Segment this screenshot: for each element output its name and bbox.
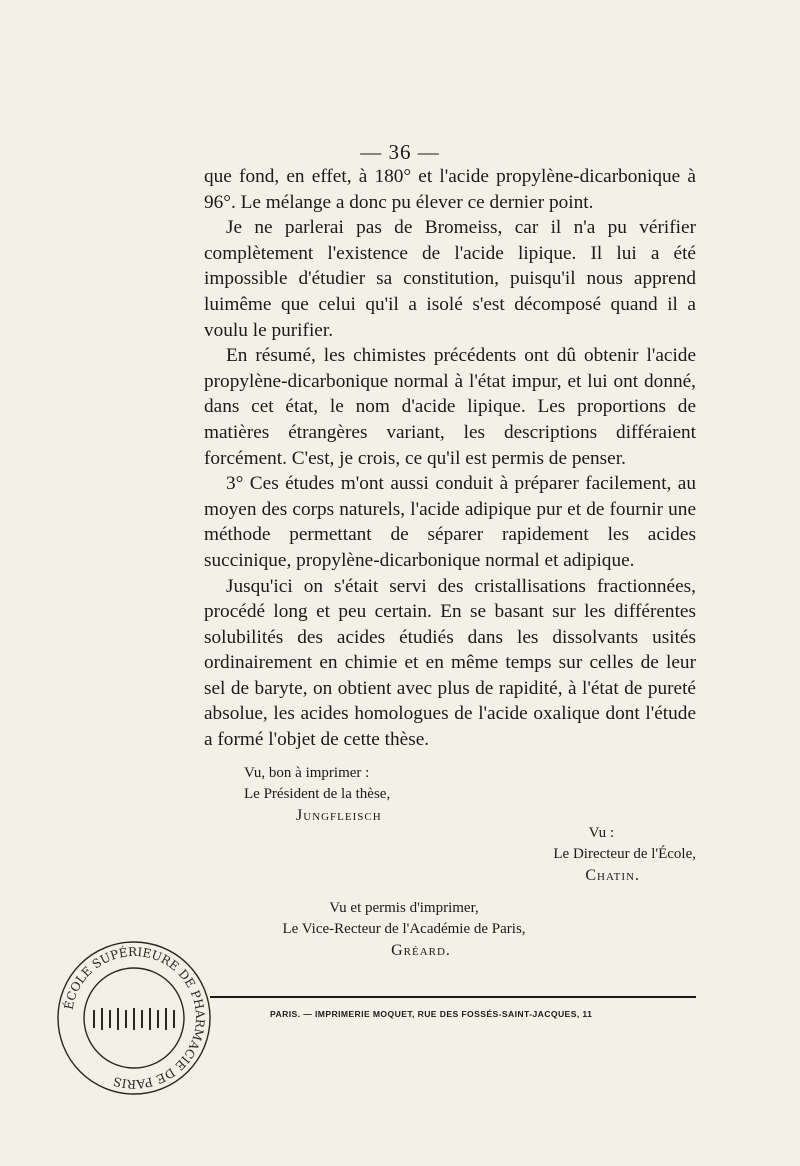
- paragraph-adipique: 3° Ces études m'ont aussi conduit à préparer facilement, au moyen des corps naturels, l'acide adipique pur et de fournir une méthode permettant de séparer rapidement les acides succinique, propylène-dicarbonique normal et adipique.: [204, 473, 696, 571]
- approval-recteur-name: Gréard.: [391, 942, 451, 959]
- approval-recteur-line1: Vu et permis d'imprimer,: [329, 900, 479, 916]
- approval-director-name: Chatin.: [585, 867, 640, 884]
- printer-imprint: PARIS. — IMPRIMERIE MOQUET, RUE DES FOSSÉS-SAINT-JACQUES, 11: [270, 1009, 593, 1019]
- stamp-text-path: ÉCOLE SUPÉRIEURE DE PHARMACIE DE PARIS: [61, 944, 208, 1092]
- library-stamp: [54, 938, 214, 1098]
- paragraph-bromeiss: Je ne parlerai pas de Bromeiss, car il n'a pu vérifier complètement l'existence de l'acide lipique. Il lui a été impossible d'étudier sa constitution, puisqu'il nous apprend luimême que celui qu'il a isolé s'est décomposé quand il a voulu le purifier.: [204, 217, 696, 341]
- approval-director-line1: Vu :: [588, 825, 614, 841]
- body-text: [204, 164, 696, 753]
- stamp-inner-marks: [94, 1008, 174, 1030]
- approval-president-name: Jungfleisch: [296, 807, 382, 824]
- approval-recteur-line2: Le Vice-Recteur de l'Académie de Paris,: [282, 921, 526, 937]
- approval-director: [496, 823, 696, 886]
- page-number: — 36 —: [360, 140, 440, 164]
- approval-director-line2: Le Directeur de l'École,: [553, 846, 696, 862]
- approval-president: [244, 763, 390, 826]
- approval-president-line2: Le Président de la thèse,: [244, 786, 391, 802]
- approval-president-line1: Vu, bon à imprimer :: [244, 765, 370, 781]
- paragraph-conclusion: Jusqu'ici on s'était servi des cristallisations fractionnées, procédé long et peu certain. En se basant sur les différentes solubilités des acides étudiés dans les dissolvants usités ordinairement en chimie et en même temps sur celles de leur sel de baryte, on obtient avec plus de rapidité, à l'état de pureté absolue, les acides homologues de l'acide oxalique dont l'étude a formé l'objet de cette thèse.: [204, 575, 696, 751]
- footer-rule: [210, 996, 696, 998]
- approval-recteur: [254, 898, 554, 961]
- paragraph-continuation: que fond, en effet, à 180° et l'acide propylène-dicarbonique à 96°. Le mélange a donc pu élever ce dernier point.: [204, 166, 696, 213]
- paragraph-resume: En résumé, les chimistes précédents ont dû obtenir l'acide propylène-dicarbonique normal à l'état impur, et lui ont donné, dans cet état, le nom d'acide lipique. Les proportions de matières étrangères variant, les descriptions différaient forcément. C'est, je crois, ce qu'il est permis de penser.: [204, 345, 696, 469]
